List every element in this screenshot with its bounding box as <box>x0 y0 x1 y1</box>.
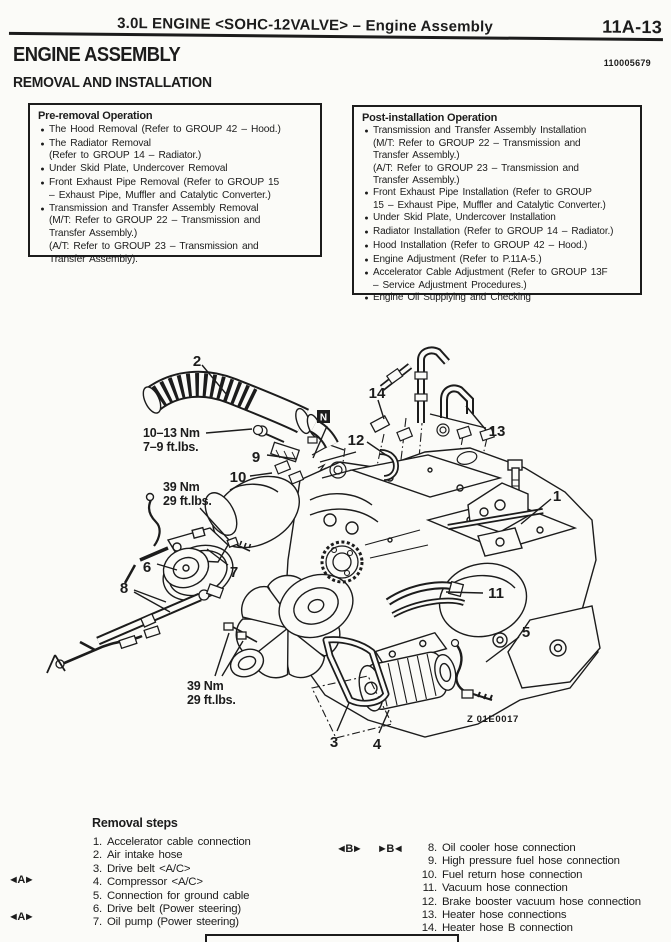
callout-8: 8 <box>119 580 129 597</box>
list-item <box>360 240 634 254</box>
step-text: Connection for ground cable <box>107 889 250 902</box>
list-item-line: Transfer Assembly). <box>49 253 138 265</box>
removal-steps-left-column <box>78 836 251 930</box>
step-text: Air intake hose <box>107 849 183 862</box>
bullet-icon: ● <box>40 179 45 187</box>
step-number: 6. <box>92 902 102 915</box>
callout-9: 9 <box>251 449 261 466</box>
list-item <box>360 292 634 306</box>
section-title: REMOVAL AND INSTALLATION <box>13 75 212 91</box>
step-text: Heater hose connections <box>442 908 567 921</box>
list-item-line: (Refer to GROUP 14 – Radiator.) <box>49 150 202 162</box>
step-number: 12. <box>421 895 437 908</box>
torque-label-nm: 39 Nm <box>187 679 224 693</box>
doc-number: 110005679 <box>603 58 651 68</box>
bullet-icon: ● <box>40 205 45 213</box>
callout-13: 13 <box>488 423 506 440</box>
list-item-line: (A/T: Refer to GROUP 23 – Transmission and <box>373 162 579 174</box>
list-item-line: Front Exhaust Pipe Removal (Refer to GROUP 15 <box>49 176 280 188</box>
bullet-icon: ● <box>364 215 369 223</box>
step-row <box>78 903 251 916</box>
step-number: 1. <box>92 836 102 848</box>
step-text: Drive belt (Power steering) <box>107 902 241 915</box>
list-item-line: Transfer Assembly.) <box>373 150 460 162</box>
torque-label-ftlbs: 29 ft.lbs. <box>163 494 212 508</box>
list-item <box>360 226 634 240</box>
step-row <box>413 909 641 922</box>
step-text: Brake booster vacuum hose connection <box>442 895 641 908</box>
callout-11: 11 <box>488 585 504 602</box>
list-item <box>36 138 314 164</box>
callout-5: 5 <box>521 624 531 641</box>
list-item <box>36 124 314 138</box>
torque-label-nm: 39 Nm <box>163 480 200 494</box>
step-row <box>413 855 641 868</box>
step-number: 7. <box>92 916 102 929</box>
adjustment-marker-a: ◄A► <box>8 874 34 886</box>
pre-removal-title: Pre-removal Operation <box>38 110 153 122</box>
step-text: Accelerator cable connection <box>107 836 251 848</box>
list-item-line: The Hood Removal (Refer to GROUP 42 – Hood.) <box>49 123 281 135</box>
pre-removal-box <box>28 103 322 265</box>
adjustment-marker-b-left: ◄B► <box>336 843 362 855</box>
bullet-icon: ● <box>364 190 369 198</box>
bullet-icon: ● <box>40 140 45 148</box>
list-item-line: Transfer Assembly.) <box>49 228 138 240</box>
bullet-icon: ● <box>364 128 369 136</box>
page-title: ENGINE ASSEMBLY <box>13 44 181 66</box>
bullet-icon: ● <box>40 166 45 174</box>
step-text: Oil pump (Power steering) <box>107 916 239 929</box>
step-number: 4. <box>92 876 102 889</box>
step-number: 10. <box>421 868 437 881</box>
list-item-line: Accelerator Cable Adjustment (Refer to GROUP 13F <box>373 267 608 279</box>
step-row <box>78 876 251 889</box>
list-item <box>360 254 634 268</box>
step-number: 9. <box>427 855 437 868</box>
step-row <box>413 896 641 909</box>
list-item-line: Transmission and Transfer Assembly Removal <box>49 202 259 214</box>
torque-label-ftlbs: 29 ft.lbs. <box>187 693 236 707</box>
list-item-line: Under Skid Plate, Undercover Removal <box>49 163 228 175</box>
engine-exploded-diagram <box>0 330 671 810</box>
callout-12: 12 <box>347 432 365 449</box>
step-number: 8. <box>427 842 437 854</box>
bullet-icon: ● <box>364 295 369 303</box>
list-item <box>360 267 634 292</box>
list-item-line: The Radiator Removal <box>49 137 151 149</box>
step-number: 13. <box>421 908 437 921</box>
step-row <box>78 863 251 876</box>
list-item-line: (M/T: Refer to GROUP 22 – Transmission and <box>49 215 261 227</box>
post-installation-title: Post-installation Operation <box>362 112 498 124</box>
step-number: 14. <box>421 922 437 935</box>
header-title: 3.0L ENGINE <SOHC-12VALVE> – Engine Assembly <box>117 14 494 36</box>
step-number: 2. <box>92 849 102 862</box>
removal-steps-title: Removal steps <box>92 816 178 830</box>
list-item-line: Transmission and Transfer Assembly Installation <box>373 125 587 137</box>
list-item <box>36 177 314 203</box>
torque-label-ftlbs: 7–9 ft.lbs. <box>143 440 199 454</box>
step-text: Heater hose B connection <box>442 922 573 935</box>
callout-1: 1 <box>552 488 562 505</box>
list-item-line: Hood Installation (Refer to GROUP 42 – Hood.) <box>373 239 588 251</box>
list-item-line: – Exhaust Pipe, Muffler and Catalytic Converter.) <box>49 189 271 201</box>
step-text: High pressure fuel hose connection <box>442 855 620 868</box>
step-row <box>78 836 251 849</box>
step-text: Compressor <A/C> <box>107 876 203 889</box>
removal-steps-right-column <box>413 842 641 936</box>
list-item <box>36 163 314 177</box>
pressure-hose-art <box>47 584 223 673</box>
step-row <box>78 890 251 903</box>
page-number: 11A-13 <box>602 16 663 38</box>
list-item <box>360 187 634 212</box>
step-text: Oil cooler hose connection <box>442 842 576 854</box>
adjustment-marker-b-right: ►B◄ <box>377 843 403 855</box>
list-item-line: 15 – Exhaust Pipe, Muffler and Catalytic Converter.) <box>373 199 606 211</box>
callout-7: 7 <box>229 564 239 581</box>
step-row <box>413 882 641 895</box>
step-text: Vacuum hose connection <box>442 882 568 895</box>
list-item-line: Transfer Assembly.) <box>373 175 460 187</box>
adjustment-marker-a: ◄A► <box>8 911 34 923</box>
n-marker-label: N <box>319 412 328 424</box>
callout-2: 2 <box>192 353 202 370</box>
list-item-line: Front Exhaust Pipe Installation (Refer to GROUP <box>373 187 592 199</box>
callout-4: 4 <box>372 736 382 753</box>
callout-14: 14 <box>368 385 386 402</box>
list-item <box>36 203 314 267</box>
page-header <box>0 0 671 38</box>
callout-10: 10 <box>229 469 247 486</box>
step-number: 5. <box>92 889 102 902</box>
step-text: Fuel return hose connection <box>442 868 583 881</box>
bullet-icon: ● <box>364 242 369 250</box>
next-box-top-edge <box>205 934 459 942</box>
bullet-icon: ● <box>364 256 369 264</box>
list-item-line: (A/T: Refer to GROUP 23 – Transmission and <box>49 240 259 252</box>
step-text: Drive belt <A/C> <box>107 862 191 875</box>
list-item-line: Engine Oil Supplying and Checking <box>373 292 531 304</box>
post-installation-box <box>352 105 642 304</box>
list-item <box>360 212 634 226</box>
list-item <box>360 125 634 187</box>
figure-code: Z 01E0017 <box>467 714 519 725</box>
n-marker <box>317 410 330 424</box>
step-row <box>78 916 251 929</box>
list-item-line: Engine Adjustment (Refer to P.11A-5.) <box>373 253 542 265</box>
bullet-icon: ● <box>364 229 369 237</box>
list-item-line: Radiator Installation (Refer to GROUP 14 – Radiator.) <box>373 226 614 238</box>
torque-label-nm: 10–13 Nm <box>143 426 200 440</box>
step-row <box>78 849 251 862</box>
callout-6: 6 <box>142 559 152 576</box>
step-row <box>413 869 641 882</box>
step-row <box>413 842 641 855</box>
step-number: 3. <box>92 862 102 875</box>
step-number: 11. <box>422 882 437 895</box>
callout-3: 3 <box>329 734 339 751</box>
bullet-icon: ● <box>40 126 45 134</box>
list-item-line: – Service Adjustment Procedures.) <box>373 279 527 291</box>
list-item-line: Under Skid Plate, Undercover Installation <box>373 212 556 224</box>
bullet-icon: ● <box>364 270 369 278</box>
list-item-line: (M/T: Refer to GROUP 22 – Transmission and <box>373 137 581 149</box>
